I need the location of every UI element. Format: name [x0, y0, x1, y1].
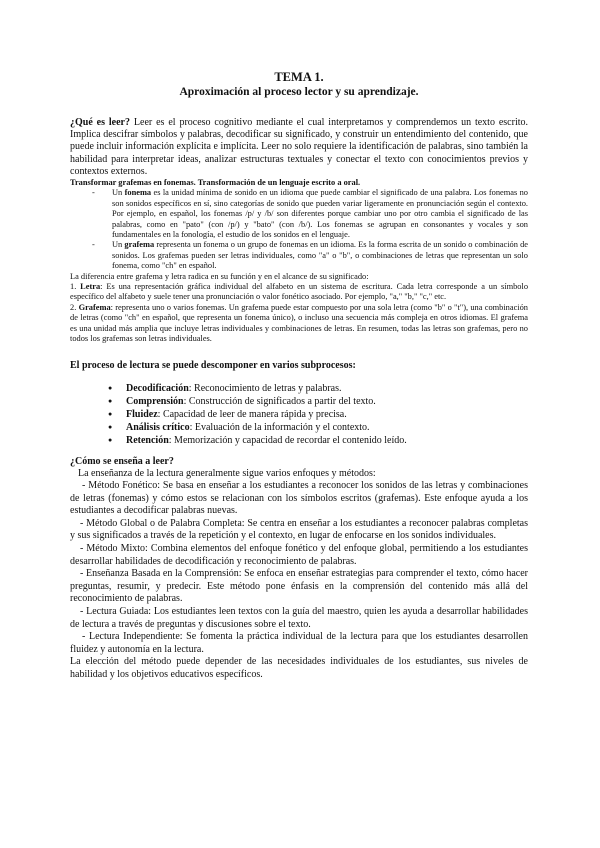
- method-mixto: - Método Mixto: Combina elementos del enfoque fonético y del enfoque global, permitiendo a los estudiantes desarrollar habilidades de decodificación y reconocimiento de palabras.: [70, 543, 528, 567]
- method-guiada: - Lectura Guiada: Los estudiantes leen textos con la guía del maestro, quien les ayuda a desarrollar habilidades de lectura a través de preguntas y discusiones sobre el texto.: [70, 606, 528, 630]
- list-item: ● Retención: Memorización y capacidad de recordar el contenido leído.: [108, 434, 528, 447]
- list-item: ● Fluidez: Capacidad de leer de manera rápida y precisa.: [108, 408, 528, 421]
- diff-intro: La diferencia entre grafema y letra radica en su función y en el alcance de su significado:: [70, 271, 369, 281]
- transform-list: [70, 188, 528, 271]
- term-fonema: fonema: [124, 188, 152, 198]
- teaching-intro: La enseñanza de la lectura generalmente sigue varios enfoques y métodos:: [78, 467, 376, 479]
- list-item: ● Decodificación: Reconocimiento de letras y palabras.: [108, 382, 528, 395]
- list-item: ● Comprensión: Construcción de significados a partir del texto.: [108, 395, 528, 408]
- subprocesses-list: [70, 382, 528, 447]
- transform-heading: Transformar grafemas en fonemas. Transformación de un lenguaje escrito a oral.: [70, 178, 361, 188]
- definition-letra: 1. Letra: Es una representación gráfica individual del alfabeto en un sistema de escritura. Cada letra corresponde a un símbolo específico del alfabeto y suele tener una pronunciación o valor fonético asociado. Por ejemplo, "a," "b," "c," etc.: [70, 282, 529, 302]
- page-title: TEMA 1.: [274, 70, 324, 84]
- method-independiente: - Lectura Independiente: Se fomenta la práctica individual de la lectura para que los estudiantes desarrollen fluidez y autonomía en la lectura.: [70, 631, 528, 655]
- intro-paragraph: [70, 117, 528, 178]
- teaching-closing: La elección del método puede depender de las necesidades individuales de los estudiantes, sus niveles de habilidad y los objetivos educativos específicos.: [70, 656, 528, 681]
- teaching-heading: ¿Cómo se enseña a leer?: [70, 455, 174, 467]
- list-item: - Un fonema es la unidad mínima de sonido en un idioma que puede cambiar el significado de una palabra. Los fonemas no son sonidos específicos en sí, sino categorías de sonido que pueden variar ligeramente en pronunciación según el contexto. Por ejemplo, en español, los fonemas /p/ y /b/ son diferentes porque cambiar uno por otro cambia el significado de las palabras, como en "pato" (con /p/) y "bato" (con /b/). Los fonemas se agrupan en consonantes y vocales y son fundamentales en la fonología, el estudio de los sonidos en el lenguaje.: [92, 188, 528, 240]
- list-item: - Un grafema representa un fonema o un grupo de fonemas en un idioma. Es la forma escrita de un sonido o combinación de sonidos. Los grafemas pueden ser letras individuales, como "a" o "b", o combinaciones de letras que representan un solo fonema, como "ch" en español.: [92, 240, 528, 271]
- page-subtitle: Aproximación al proceso lector y su aprendizaje.: [179, 86, 419, 98]
- method-comprension: - Enseñanza Basada en la Comprensión: Se enfoca en enseñar estrategias para comprender el texto, cómo hacer preguntas, resumir, y predecir. Este método pone énfasis en la comprensión del contenido más allá del reconocimiento de palabras.: [70, 568, 528, 605]
- definition-grafema: 2. Grafema: representa uno o varios fonemas. Un grafema puede estar compuesto por una sola letra (como "b" o "t"), una combinación de letras (como "ch" en español, que representa un fonema único), o incluso una secuencia más compleja en otros idiomas. El grafema es una unidad más amplia que incluye letras individuales y combinaciones de letras. En resumen, todas las letras son grafemas, pero no todos los grafemas son letras individuales.: [70, 302, 528, 344]
- document-page: [70, 70, 528, 682]
- intro-text: Leer es el proceso cognitivo mediante el cual interpretamos y comprendemos un texto escrito. Implica descifrar símbolos y palabras, decodificar su significado, y construir un entendimiento del contenido, que puede incluir información explícita e implícita. Leer no solo requiere la identificación de palabras, sino también la habilidad para interpretar ideas, analizar estructuras textuales y conectar el texto con conocimientos previos y contextos externos.: [70, 117, 529, 177]
- subprocesses-heading: El proceso de lectura se puede descomponer en varios subprocesos:: [70, 359, 356, 371]
- method-fonetico: - Método Fonético: Se basa en enseñar a los estudiantes a reconocer los sonidos de las letras y combinaciones de letras (fonemas) y cómo estos se relacionan con los símbolos escritos (grafemas). Este enfoque ayuda a los estudiantes a decodificar palabras nuevas.: [70, 480, 528, 517]
- intro-lead: ¿Qué es leer?: [70, 117, 130, 128]
- method-global: - Método Global o de Palabra Completa: Se centra en enseñar a los estudiantes a reconocer palabras completas y sus significados a través de la repetición y el contexto, en lugar de enfocarse en los sonidos individuales.: [70, 517, 528, 542]
- list-item: ● Análisis crítico: Evaluación de la información y el contexto.: [108, 421, 528, 434]
- term-grafema: grafema: [124, 240, 155, 250]
